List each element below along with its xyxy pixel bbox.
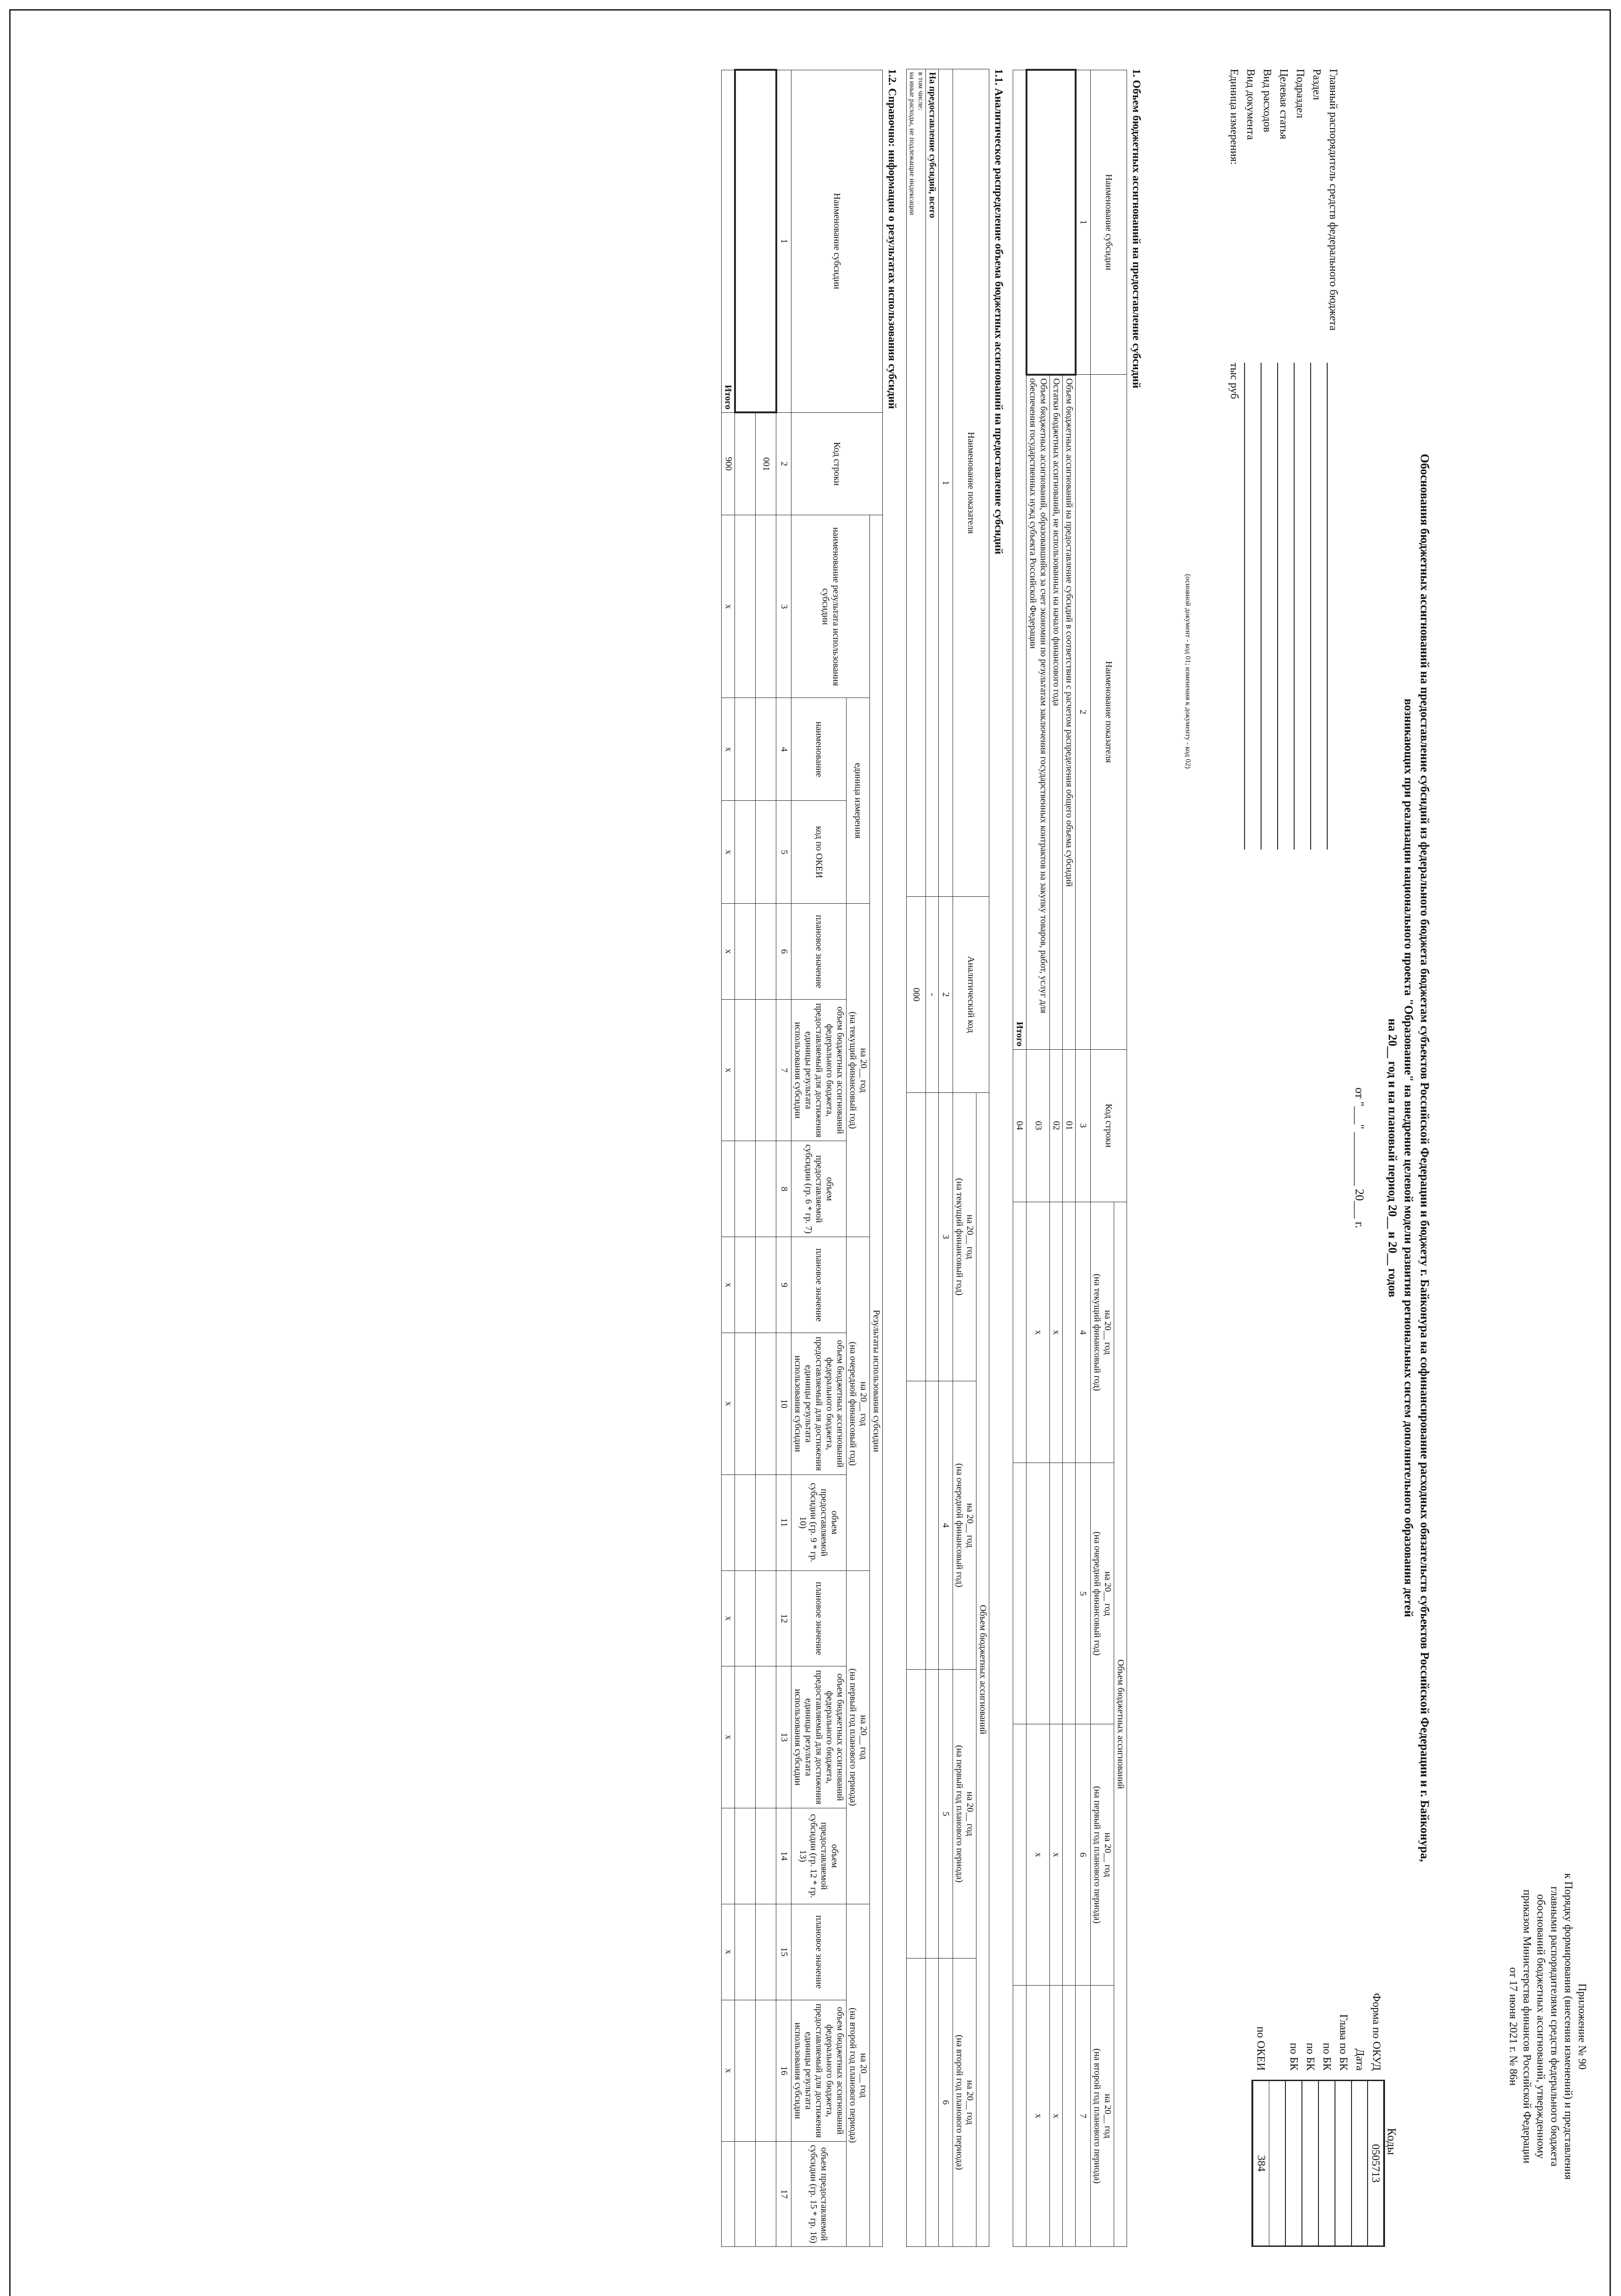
codes-label: по БК: [1304, 2043, 1317, 2071]
requisite-row: [1244, 69, 1261, 850]
title-line: на 20__ год и на плановый период 20__ и 20__ годов: [1385, 1018, 1399, 1298]
x-cell: х: [721, 1333, 735, 1474]
year-label: на 20__ год: [1102, 1571, 1113, 1616]
x-cell: х: [721, 1570, 735, 1666]
code-cell: 04: [1013, 1049, 1026, 1202]
header-year-4: [846, 1904, 869, 2246]
year-label: на 20__ год: [965, 1214, 975, 1259]
year-label: на 20__ год: [965, 2080, 975, 2125]
table-row: [756, 70, 776, 2247]
column-number: 13: [776, 1666, 791, 1808]
value-cell[interactable]: [1063, 1986, 1076, 2247]
codes-value[interactable]: [1318, 2080, 1335, 2247]
header-year-1: [953, 1092, 976, 1381]
year-sub: (на первый год планового периода): [954, 1745, 965, 1883]
codes-row: [1335, 1788, 1352, 2247]
value-cell: [1013, 1986, 1026, 2247]
column-number: 4: [938, 1381, 953, 1670]
column-number: 5: [938, 1670, 953, 1958]
requisite-field[interactable]: [1244, 363, 1258, 850]
value-cell[interactable]: [735, 801, 756, 904]
value-cell: [721, 1474, 735, 1570]
header-vol-unit: объем бюджетных ассигнований федерального бюджета, предоставляемый для достижения единицы результата использования субсидии: [791, 2000, 846, 2141]
value-cell[interactable]: [735, 515, 756, 698]
header-year-2: [953, 1381, 976, 1670]
year-sub: (на второй год планового периода): [847, 2008, 858, 2143]
year-label: на 20__ год: [858, 1048, 869, 1093]
requisite-row: [1294, 69, 1310, 850]
value-cell[interactable]: [1063, 1202, 1076, 1463]
value-cell[interactable]: [756, 999, 776, 1141]
header-indicator: Наименование показателя: [953, 69, 989, 897]
title-line: возникающих при реализации национального проекта "Образование" на внедрение целевой модели развития региональных систем дополнительного образования детей: [1402, 698, 1415, 1617]
doc-type-note: (основной документ - код 01; изменения к документу - код 02): [1183, 574, 1192, 769]
column-numbers-row: [776, 70, 791, 2247]
column-number: 10: [776, 1333, 791, 1474]
section-1-2-table: [721, 69, 883, 2247]
requisite-row: [1310, 69, 1327, 850]
column-number: 6: [776, 904, 791, 1000]
subsidy-name-cell[interactable]: [1026, 70, 1076, 375]
value-cell[interactable]: [735, 2142, 756, 2247]
value-cell[interactable]: [925, 1958, 938, 2246]
codes-label: по БК: [1288, 2043, 1300, 2071]
column-number: 2: [776, 412, 791, 515]
code-cell: 03: [1026, 1049, 1050, 1202]
total-label: Итого: [1013, 70, 1026, 1049]
code-cell: -: [925, 896, 938, 1092]
value-cell[interactable]: [735, 698, 756, 801]
requisite-row: [1228, 69, 1244, 850]
column-number: 15: [776, 1904, 791, 2000]
code-cell: [735, 412, 756, 515]
codes-value[interactable]: [1285, 2080, 1302, 2247]
column-number: 3: [938, 1092, 953, 1381]
requisite-field[interactable]: [1310, 363, 1324, 850]
column-number: 14: [776, 1808, 791, 1904]
table-row: [1050, 70, 1063, 2247]
value-cell[interactable]: [756, 904, 776, 1000]
requisite-field[interactable]: [1327, 363, 1341, 850]
year-label: на 20__ год: [858, 2053, 869, 2098]
codes-row: [1318, 1788, 1335, 2247]
value-cell[interactable]: [735, 2000, 756, 2141]
header-plan: плановое значение: [791, 1237, 846, 1333]
year-label: на 20__ год: [858, 1381, 869, 1426]
codes-row: [1368, 1788, 1385, 2247]
approval-line: Приложение № 90: [1576, 1983, 1588, 2070]
header-unit-group: единица измерения: [846, 698, 869, 904]
codes-value[interactable]: [1269, 2080, 1285, 2247]
code-cell: 01: [1063, 1049, 1076, 1202]
value-cell[interactable]: [756, 1904, 776, 2000]
indicator-cell: Объем бюджетных ассигнований на предоставление субсидий в соответствии с расчетом распределения общего объема субсидий: [1063, 375, 1076, 1050]
code-cell: 02: [1050, 1049, 1063, 1202]
table-row: [1026, 70, 1050, 2247]
codes-value[interactable]: [1335, 2080, 1352, 2247]
column-numbers-row: [938, 69, 953, 2247]
header-vol-unit: объем бюджетных ассигнований федерального бюджета, предоставляемый для достижения единицы результата использования субсидии: [791, 999, 846, 1141]
x-cell: х: [721, 1666, 735, 1808]
value-cell[interactable]: [756, 1474, 776, 1570]
column-number: 4: [776, 698, 791, 801]
header-year-3: [846, 1570, 869, 1904]
column-number: 6: [1076, 1724, 1091, 1986]
value-cell[interactable]: [735, 1570, 756, 1666]
value-cell: [721, 1808, 735, 1904]
column-number: 5: [1076, 1463, 1091, 1724]
header-plan: плановое значение: [791, 1904, 846, 2000]
table-row: [1063, 70, 1076, 2247]
value-cell[interactable]: [735, 999, 756, 1141]
requisite-label: Вид расходов: [1261, 69, 1273, 132]
codes-row: [1302, 1788, 1318, 2247]
document-date: от "___" _________ 20___ г.: [1352, 1087, 1366, 1228]
value-cell: х: [1050, 1202, 1063, 1463]
value-cell[interactable]: [756, 1141, 776, 1237]
requisite-label: Раздел: [1310, 69, 1323, 100]
header-unit-name: наименование: [791, 698, 846, 801]
year-sub: (на первый год планового периода): [1092, 1786, 1102, 1924]
codes-row: [1352, 1788, 1368, 2247]
value-cell[interactable]: [735, 1333, 756, 1474]
document-title: [1385, 390, 1433, 1925]
value-cell[interactable]: [735, 1666, 756, 1808]
value-cell[interactable]: [735, 1808, 756, 1904]
column-number: 1: [1076, 70, 1091, 375]
total-row-text: На предоставление субсидий, всего: [927, 72, 937, 218]
x-cell: х: [721, 999, 735, 1141]
header-year-4: [953, 1958, 976, 2246]
value-cell[interactable]: [735, 904, 756, 1000]
value-cell: х: [1026, 1202, 1050, 1463]
requisite-label: Целевая статья: [1277, 69, 1290, 140]
approval-line: от 17 июня 2021 г. № 86н: [1507, 1967, 1519, 2086]
requisite-row: [1261, 69, 1277, 850]
x-cell: х: [721, 2000, 735, 2141]
x-cell: х: [721, 904, 735, 1000]
codes-value: 384: [1251, 2080, 1269, 2247]
requisite-row: [1327, 69, 1343, 850]
column-number: 16: [776, 2000, 791, 2141]
header-unit-okei: код по ОКЕИ: [791, 801, 846, 904]
value-cell[interactable]: [1063, 1463, 1076, 1724]
year-sub: (на очередной финансовый год): [1092, 1531, 1102, 1656]
header-plan: плановое значение: [791, 1570, 846, 1666]
header-vol-total: объем предоставляемой субсидии (гр. 9 * гр. 10): [791, 1474, 846, 1570]
value-cell[interactable]: [906, 1381, 925, 1670]
requisite-label: Вид документа: [1244, 69, 1256, 140]
header-group: Объем бюджетных ассигнований: [976, 1092, 989, 2246]
total-row: [1013, 70, 1026, 2247]
value-cell[interactable]: [756, 1666, 776, 1808]
requisite-field[interactable]: [1277, 363, 1291, 850]
approval-line: главными распорядителями средств федерального бюджета: [1548, 1886, 1560, 2167]
value-cell[interactable]: [735, 1237, 756, 1333]
x-cell: х: [721, 698, 735, 801]
column-number: 1: [776, 70, 791, 412]
table-row: [925, 69, 938, 2247]
header-vol-unit: объем бюджетных ассигнований федерального бюджета, предоставляемый для достижения единицы результата использования субсидии: [791, 1333, 846, 1474]
subsidy-name-cell[interactable]: [735, 70, 776, 412]
codes-label: по БК: [1321, 2043, 1333, 2071]
in-that-label: в том числе:: [916, 72, 925, 111]
indicator-cell: [906, 69, 925, 897]
title-line: Обоснования бюджетных ассигнований на предоставление субсидий из федерального бюджета бюджетам субъектов Российской Федерации и бюджету г. Байконура на софинансирование расходных обязательств субъектов Российской Федерации и г. Байконура,: [1418, 454, 1431, 1862]
header-indicator: Наименование показателя: [1090, 375, 1127, 1050]
column-number: 7: [776, 999, 791, 1141]
year-label: на 20__ год: [1102, 1832, 1113, 1877]
section-1-1-title: 1.1. Аналитическое распределение объема бюджетных ассигнований на предоставление субсидий: [992, 69, 1004, 555]
requisites-list: [1228, 69, 1343, 850]
value-cell[interactable]: [906, 1670, 925, 1958]
year-sub: (на второй год планового периода): [1092, 2048, 1102, 2184]
x-cell: х: [721, 1904, 735, 2000]
codes-value: 0505713: [1367, 2080, 1385, 2247]
total-row-label: [925, 69, 938, 897]
header-year-2: [846, 1237, 869, 1570]
header-vol-unit: объем бюджетных ассигнований федерального бюджета, предоставляемый для достижения единицы результата использования субсидии: [791, 1666, 846, 1808]
column-number: 2: [938, 896, 953, 1092]
column-number: 8: [776, 1141, 791, 1237]
requisite-field[interactable]: [1261, 363, 1274, 850]
header-vol-total: объем предоставляемой субсидии (гр. 12 * гр. 13): [791, 1808, 846, 1904]
requisite-row: [1277, 69, 1294, 850]
section-1-table: [1013, 69, 1127, 2247]
value-cell: х: [1050, 1986, 1063, 2247]
year-sub: (на второй год планового периода): [954, 2035, 965, 2170]
column-number: 2: [1076, 375, 1091, 1050]
value-cell[interactable]: [1063, 1724, 1076, 1986]
value-cell: [721, 2142, 735, 2247]
value-cell[interactable]: [1026, 1463, 1050, 1724]
requisite-label: Главный распорядитель средств федерального бюджета: [1327, 69, 1339, 331]
codes-value[interactable]: [1352, 2080, 1368, 2247]
codes-label: Дата: [1354, 2048, 1366, 2071]
year-label: на 20__ год: [858, 1715, 869, 1760]
header-name: Наименование субсидии: [791, 70, 882, 412]
other-row-label: на иные расходы, не подлежащие индексации: [908, 72, 916, 215]
value-cell[interactable]: [756, 698, 776, 801]
indicator-cell: Остатки бюджетных ассигнований, не использованных на начало финансового года: [1050, 375, 1063, 1050]
value-cell[interactable]: [925, 1670, 938, 1958]
header-result-name: наименование результата использования субсидии: [791, 515, 869, 698]
requisite-label: Подраздел: [1294, 69, 1306, 118]
header-code: Код строки: [791, 412, 882, 515]
value-cell[interactable]: [756, 2000, 776, 2141]
requisite-field[interactable]: [1294, 363, 1307, 850]
x-cell: х: [721, 801, 735, 904]
header-name: Наименование субсидии: [1090, 70, 1127, 375]
codes-box: [1252, 1788, 1398, 2247]
header-year-4: [1090, 1986, 1114, 2247]
total-row: [721, 70, 735, 2247]
value-cell: [1013, 1463, 1026, 1724]
table-row: [906, 69, 925, 2247]
value-cell[interactable]: [735, 1141, 756, 1237]
year-sub: (на текущий финансовый год): [847, 1011, 858, 1129]
value-cell[interactable]: [735, 1474, 756, 1570]
codes-title: Коды: [1385, 2128, 1398, 2155]
value-cell: [1013, 1202, 1026, 1463]
value-cell[interactable]: [756, 1237, 776, 1333]
value-cell: х: [1026, 1724, 1050, 1986]
header-year-1: [846, 904, 869, 1237]
code-cell: 900: [721, 412, 735, 515]
value-cell: [721, 1141, 735, 1237]
year-label: на 20__ год: [965, 1791, 975, 1836]
column-number: 7: [1076, 1986, 1091, 2247]
column-number: 3: [1076, 1049, 1091, 1202]
year-sub: (на очередной финансовый год): [847, 1341, 858, 1466]
header-plan: плановое значение: [791, 904, 846, 1000]
header-code: Аналитический код: [953, 896, 989, 1092]
year-label: на 20__ год: [965, 1503, 975, 1548]
header-year-3: [1090, 1724, 1114, 1986]
value-cell[interactable]: [906, 1958, 925, 2246]
value-cell: х: [1026, 1986, 1050, 2247]
x-cell: х: [721, 515, 735, 698]
value-cell[interactable]: [925, 1381, 938, 1670]
value-cell[interactable]: [735, 1904, 756, 2000]
header-year-3: [953, 1670, 976, 1958]
codes-label: Форма по ОКУД: [1370, 1993, 1383, 2071]
indicator-cell: Объем бюджетных ассигнований, образовавшийся за счет экономии по результатам заключения государственных контрактов на закупку товаров, работ, услуг для обеспечения государственных нужд субъекта Российской Федерации: [1026, 375, 1050, 1050]
codes-row: [1252, 1788, 1269, 2247]
approval-line: обоснований бюджетных ассигнований, утвержденному: [1535, 1894, 1547, 2159]
unit-value: тыс руб: [1228, 363, 1240, 399]
x-cell: х: [721, 1237, 735, 1333]
year-label: на 20__ год: [1102, 1310, 1113, 1355]
column-number: 9: [776, 1237, 791, 1333]
column-number: 3: [776, 515, 791, 698]
header-vol-total: объем предоставляемой субсидии (гр. 15 * гр. 16): [791, 2142, 846, 2247]
codes-row: [1285, 1788, 1302, 2247]
value-cell[interactable]: [756, 1808, 776, 1904]
column-number: 4: [1076, 1202, 1091, 1463]
approval-line: приказом Министерства финансов Российской Федерации: [1521, 1889, 1533, 2164]
year-sub: (на текущий финансовый год): [1092, 1273, 1102, 1391]
year-sub: (на очередной финансовый год): [954, 1463, 965, 1587]
value-cell[interactable]: [925, 1092, 938, 1381]
header-year-2: [1090, 1463, 1114, 1724]
code-cell: 000: [906, 896, 925, 1092]
value-cell[interactable]: [756, 2142, 776, 2247]
header-code: Код строки: [1090, 1049, 1127, 1202]
value-cell: [1013, 1724, 1026, 1986]
year-label: на 20__ год: [1102, 2093, 1113, 2138]
total-label: Итого: [721, 70, 735, 412]
header-year-1: [1090, 1202, 1114, 1463]
year-sub: (на текущий финансовый год): [954, 1178, 965, 1296]
section-1-2-title: 1.2. Справочно: информация о результатах использования субсидий: [886, 69, 898, 409]
value-cell: х: [1050, 1724, 1063, 1986]
approval-line: к Порядку формирования (внесения изменений) и представления: [1562, 1873, 1574, 2180]
value-cell[interactable]: [1050, 1463, 1063, 1724]
header-group: Объем бюджетных ассигнований: [1114, 1202, 1127, 2246]
codes-label: по ОКЕИ: [1255, 2026, 1267, 2071]
requisite-label: Единица измерения:: [1228, 69, 1240, 165]
value-cell[interactable]: [756, 801, 776, 904]
codes-row: [1269, 1788, 1285, 2247]
value-cell[interactable]: [756, 1333, 776, 1474]
header-vol-total: объем предоставляемой субсидии (гр. 6 * гр. 7): [791, 1141, 846, 1237]
value-cell[interactable]: [756, 1570, 776, 1666]
column-number: 6: [938, 1958, 953, 2246]
value-cell[interactable]: [906, 1092, 925, 1381]
column-number: 5: [776, 801, 791, 904]
code-cell: 001: [756, 412, 776, 515]
section-1-1-table: [906, 69, 989, 2247]
column-number: 1: [938, 69, 953, 897]
year-sub: (на первый год планового периода): [847, 1668, 858, 1806]
value-cell[interactable]: [756, 515, 776, 698]
column-number: 17: [776, 2142, 791, 2247]
column-number: 12: [776, 1570, 791, 1666]
column-numbers-row: [1076, 70, 1091, 2247]
codes-value[interactable]: [1302, 2080, 1318, 2247]
section-1-title: 1. Объем бюджетных ассигнований на предоставление субсидий: [1130, 69, 1142, 388]
codes-label: Глава по БК: [1337, 2014, 1350, 2071]
approval-stamp: [1506, 1820, 1589, 2233]
column-number: 11: [776, 1474, 791, 1570]
header-results-group: Результаты использования субсидии: [869, 515, 882, 2247]
